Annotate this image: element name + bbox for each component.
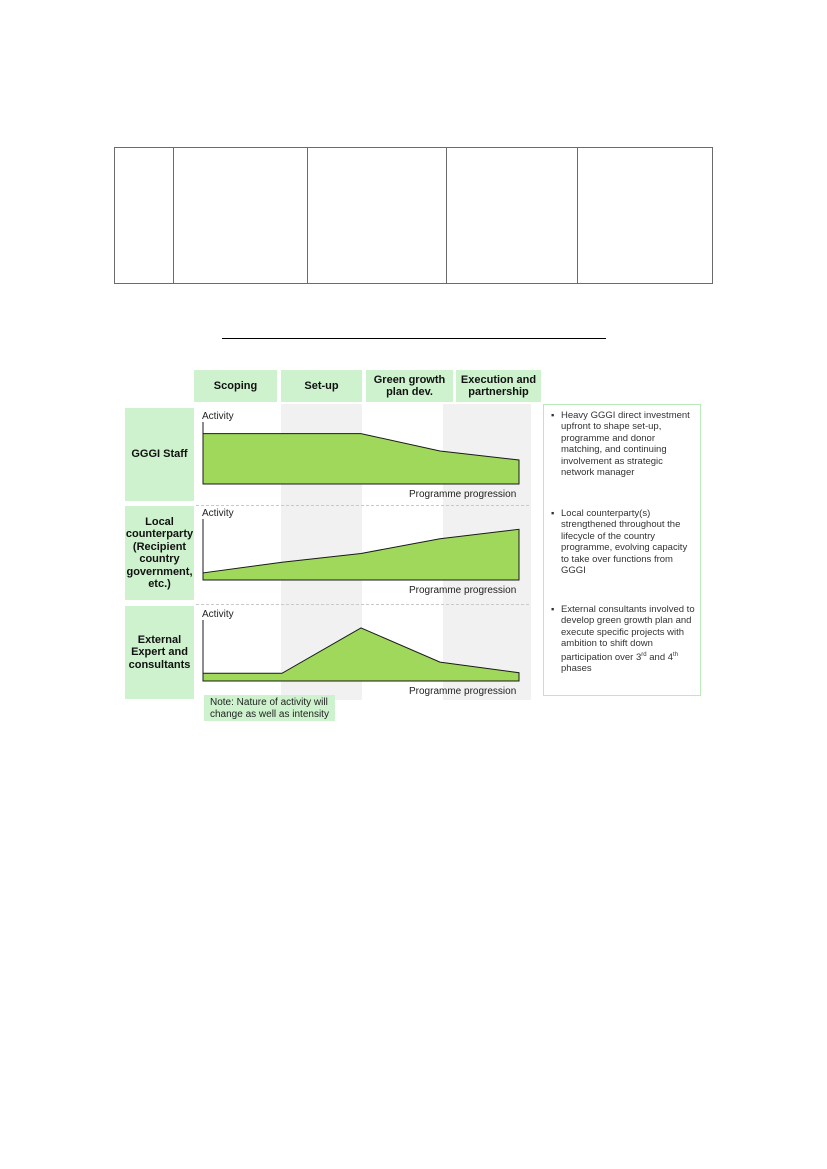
x-axis-label: Programme progression xyxy=(409,585,517,596)
phase-header-execution: Execution and partnership xyxy=(456,370,541,402)
note-box: Note: Nature of activity will change as well as intensity xyxy=(204,695,335,721)
bullet-text-part: phases xyxy=(561,663,592,675)
bullet-text: Heavy GGGI direct investment upfront to shape set-up, programme and donor matching, and continuing involvement as strategic network manager xyxy=(561,410,690,479)
y-axis-label: Activity xyxy=(202,411,234,422)
bullet-text xyxy=(551,604,696,675)
phase-header-green-growth: Green growth plan dev. xyxy=(366,370,453,402)
row-label-gggi-staff: GGGI Staff xyxy=(125,408,194,501)
x-axis-label: Programme progression xyxy=(409,489,517,500)
y-axis-label: Activity xyxy=(202,609,234,620)
bullet-icon: ▪ xyxy=(551,410,555,421)
activity-area-1 xyxy=(203,434,519,484)
ordinal-suffix: rd xyxy=(641,651,647,658)
description-box xyxy=(543,404,701,696)
bullet-icon: ▪ xyxy=(551,604,555,615)
phase-header-setup: Set-up xyxy=(281,370,362,402)
row-label-external-experts: External Expert and consultants xyxy=(125,606,194,699)
bullet-text: Local counterparty(s) strengthened throughout the lifecycle of the country programme, evolving capacity to take over functions from GGGI xyxy=(561,508,688,577)
phase-header-scoping: Scoping xyxy=(194,370,277,402)
bullet-icon: ▪ xyxy=(551,508,555,519)
bullet-gggi-staff xyxy=(551,410,696,478)
activity-area-2 xyxy=(203,529,519,580)
y-axis-label: Activity xyxy=(202,508,234,519)
ordinal-suffix: th xyxy=(673,651,679,658)
x-axis-label: Programme progression xyxy=(409,686,517,697)
bullet-text-part: and 4 xyxy=(646,651,674,663)
row-label-local-counterparty: Local counterparty (Recipient country government, etc.) xyxy=(125,506,194,600)
activity-area-3 xyxy=(203,628,519,681)
bullet-local-counterparty xyxy=(551,508,696,576)
bullet-external-experts xyxy=(551,604,696,675)
bullet-text-part: External consultants involved to develop green growth plan and execute specific projects with ambition to shift down participation over 3 xyxy=(561,604,695,663)
